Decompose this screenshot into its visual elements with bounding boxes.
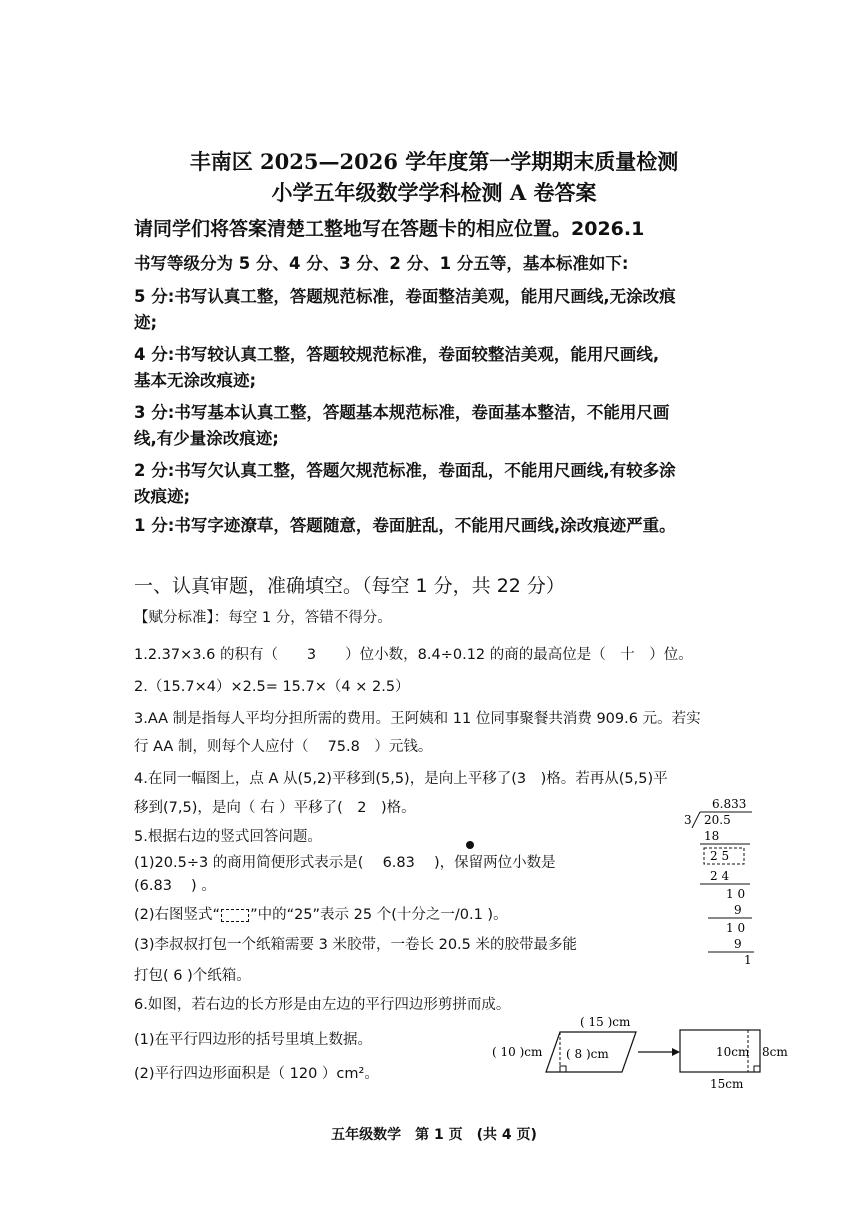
question-5-1-line1: (1)20.5÷3 的商用简便形式表示是( 6.83 )，保留两位小数是 (134, 855, 556, 871)
writing-rule-line: 线,有少量涂改痕迹; (134, 429, 279, 448)
section-title: 一、认真审题，准确填空。（每空 1 分，共 22 分） (134, 575, 565, 597)
question-5: 5.根据右边的竖式回答问题。 (134, 829, 322, 845)
question-6-2: (2)平行四边形面积是（ 120 ）cm²。 (134, 1066, 379, 1082)
page-subtitle: 小学五年级数学学科检测 A 卷答案 (271, 180, 597, 205)
question-2: 2.（15.7×4）×2.5= 15.7×（4 × 2.5） (134, 679, 410, 695)
right-angle-mark (560, 1066, 566, 1072)
page-footer: 五年级数学 第 1 页 (共 4 页) (331, 1127, 537, 1143)
writing-rule-line: 2 分:书写欠认真工整，答题欠规范标准，卷面乱，不能用尺画线,有较多涂 (134, 461, 676, 480)
writing-rule-line: 迹; (134, 313, 158, 332)
division-divisor: 3 (684, 813, 692, 827)
division-quotient: 6.833 (712, 797, 747, 811)
notice-line: 请同学们将答案清楚工整地写在答题卡的相应位置。2026.1 (134, 218, 645, 240)
writing-rule-line: 改痕迹; (134, 487, 191, 506)
writing-rule-line: 4 分:书写较认真工整，答题较规范标准，卷面较整洁美观，能用尺画线, (134, 345, 660, 364)
division-step: 18 (704, 829, 720, 843)
rectangle-inner-label: 10cm (716, 1045, 750, 1059)
right-angle-mark (754, 1066, 760, 1072)
question-5-3-line2: 打包( 6 )个纸箱。 (134, 968, 251, 984)
question-5-3-line1: (3)李叔叔打包一个纸箱需要 3 米胶带，一卷长 20.5 米的胶带最多能 (134, 937, 577, 953)
division-step: 1 0 (726, 887, 746, 901)
dashed-box-symbol (221, 909, 249, 922)
question-1: 1.2.37×3.6 的积有（ 3 ）位小数，8.4÷0.12 的商的最高位是（ 十 ）位。 (134, 647, 693, 663)
division-step: 2 5 (710, 849, 730, 863)
scoring-standard: 【赋分标准】：每空 1 分，答错不得分。 (134, 610, 392, 626)
page-title: 丰南区 2025—2026 学年度第一学期期末质量检测 (189, 149, 679, 174)
writing-rule-line: 1 分:书写字迹潦草，答题随意，卷面脏乱，不能用尺画线,涂改痕迹严重。 (134, 516, 676, 535)
division-step: 1 0 (726, 921, 746, 935)
question-6-1: (1)在平行四边形的括号里填上数据。 (134, 1032, 373, 1048)
question-5-2-suffix: ”中的“25”表示 25 个(十分之一/0.1 )。 (250, 907, 508, 923)
question-5-2-prefix: (2)右图竖式“ (134, 907, 221, 923)
arrow-icon (672, 1048, 680, 1056)
division-bracket (692, 812, 700, 828)
division-step: 2 4 (710, 869, 730, 883)
repeating-dot-mark (466, 841, 474, 849)
parallelogram-figure (488, 1010, 798, 1094)
writing-rule-line: 3 分:书写基本认真工整，答题基本规范标准，卷面基本整洁，不能用尺画 (134, 403, 670, 422)
question-4-line2: 移到(7,5)，是向（ 右 ）平移了( 2 )格。 (134, 800, 416, 816)
parallelogram-top-label: ( 15 )cm (580, 1015, 631, 1029)
division-step: 9 (734, 937, 742, 951)
division-step: 9 (734, 903, 742, 917)
writing-rule-line: 5 分:书写认真工整，答题规范标准，卷面整洁美观，能用尺画线,无涂改痕 (134, 287, 676, 306)
question-6: 6.如图，若右边的长方形是由左边的平行四边形剪拼而成。 (134, 997, 511, 1013)
parallelogram-side-label: ( 10 )cm (492, 1045, 543, 1059)
long-division-figure (670, 792, 780, 970)
division-dividend: 20.5 (704, 813, 731, 827)
rectangle-bottom-label: 15cm (710, 1077, 744, 1091)
question-3-line2: 行 AA 制，则每个人应付（ 75.8 ）元钱。 (134, 739, 433, 755)
question-5-1-line2: (6.83 ) 。 (134, 878, 216, 894)
division-step: 1 (744, 953, 752, 967)
question-4-line1: 4.在同一幅图上，点 A 从(5,2)平移到(5,5)，是向上平移了(3 )格。若再从(5,5)平 (134, 771, 668, 787)
rectangle-right-label: 8cm (762, 1045, 788, 1059)
writing-intro: 书写等级分为 5 分、4 分、3 分、2 分、1 分五等，基本标准如下: (134, 254, 629, 273)
writing-rule-line: 基本无涂改痕迹; (134, 371, 257, 390)
question-5-2 (134, 903, 508, 924)
parallelogram-height-label: ( 8 )cm (566, 1047, 609, 1061)
question-3-line1: 3.AA 制是指每人平均分担所需的费用。王阿姨和 11 位同事聚餐共消费 909.6 元。若实 (134, 711, 701, 727)
